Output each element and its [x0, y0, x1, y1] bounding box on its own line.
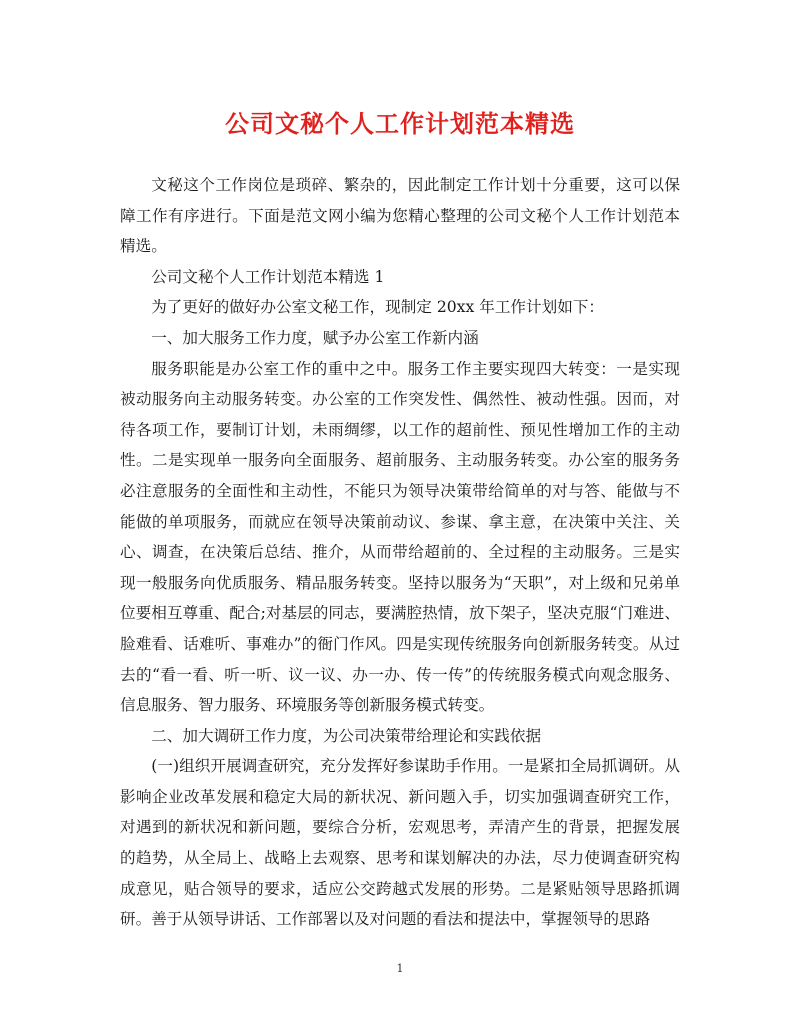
paragraph-intro: 文秘这个工作岗位是琐碎、繁杂的，因此制定工作计划十分重要，这可以保障工作有序进行。下面是范文网小编为您精心整理的公司文秘个人工作计划范本精选。 [120, 176, 680, 256]
paragraph-section-heading: 公司文秘个人工作计划范本精选 1 [151, 267, 385, 286]
document-body [120, 170, 680, 935]
page-number: 1 [396, 962, 404, 975]
paragraph-heading-two: 二、加大调研工作力度，为公司决策带给理论和实践依据 [151, 726, 542, 745]
paragraph-research: (一)组织开展调查研究，充分发挥好参谋助手作用。一是紧扣全局抓调研。从影响企业改革发展和稳定大局的新状况、新问题入手，切实加强调查研究工作，对遇到的新状况和新问题，要综合分析，宏观思考，弄清产生的背景，把握发展的趋势，从全局上、战略上去观察、思考和谋划解决的办法，尽力使调查研究构成意见，贴合领导的要求，适应公交跨越式发展的形势。二是紧贴领导思路抓调研。善于从领导讲话、工作部署以及对问题的看法和提法中，掌握领导的思路 [120, 757, 680, 929]
paragraph-heading-one: 一、加大服务工作力度，赋予办公室工作新内涵 [151, 328, 479, 347]
paragraph-service: 服务职能是办公室工作的重中之中。服务工作主要实现四大转变：一是实现被动服务向主动服务转变。办公室的工作突发性、偶然性、被动性强。因而，对待各项工作，要制订计划，未雨绸缪，以工作的超前性、预见性增加工作的主动性。二是实现单一服务向全面服务、超前服务、主动服务转变。办公室的服务务必注意服务的全面性和主动性，不能只为领导决策带给简单的对与答、能做与不能做的单项服务，而就应在领导决策前动议、参谋、拿主意，在决策中关注、关心、调查，在决策后总结、推介，从而带给超前的、全过程的主动服务。三是实现一般服务向优质服务、精品服务转变。坚持以服务为“天职”，对上级和兄弟单位要相互尊重、配合;对基层的同志，要满腔热情，放下架子，坚决克服“门难进、脸难看、话难听、事难办”的衙门作风。四是实现传统服务向创新服务转变。从过去的“看一看、听一听、议一议、办一办、传一传”的传统服务模式向观念服务、信息服务、智力服务、环境服务等创新服务模式转变。 [120, 359, 680, 715]
document-title: 公司文秘个人工作计划范本精选 [225, 109, 575, 138]
paragraph-plan-intro: 为了更好的做好办公室文秘工作，现制定 20xx 年工作计划如下： [151, 298, 604, 317]
